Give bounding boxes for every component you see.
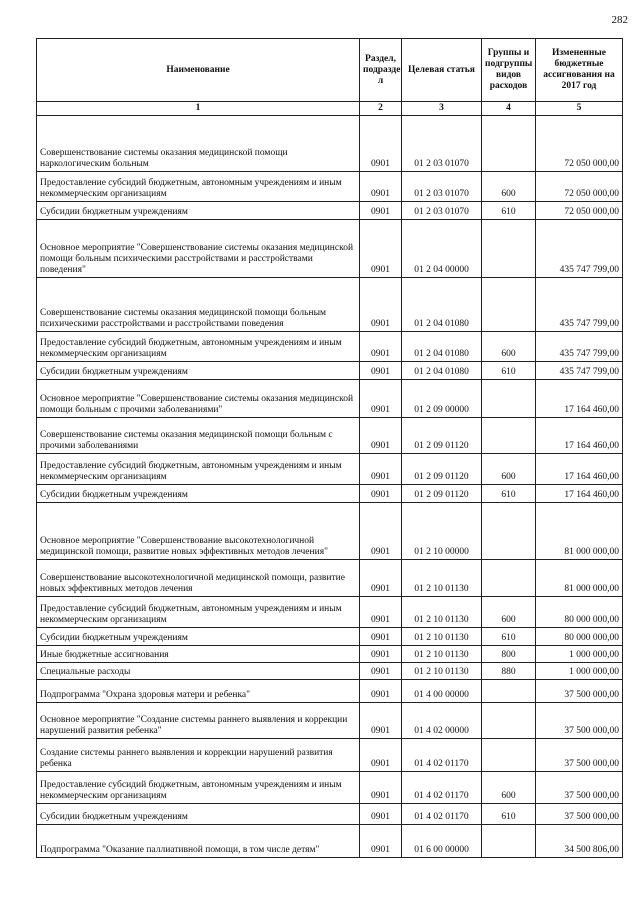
row-expense-group: 600 — [482, 597, 536, 628]
row-target-article: 01 4 02 00000 — [402, 703, 482, 739]
row-name: Совершенствование системы оказания медицинской помощи наркологическим больным — [37, 116, 360, 172]
row-amount: 72 050 000,00 — [536, 116, 623, 172]
row-section: 0901 — [360, 172, 402, 202]
row-expense-group — [482, 380, 536, 418]
table-row — [37, 362, 623, 380]
row-section: 0901 — [360, 202, 402, 220]
row-target-article: 01 2 10 01130 — [402, 597, 482, 628]
row-target-article: 01 2 04 01080 — [402, 332, 482, 362]
row-amount: 17 164 460,00 — [536, 454, 623, 485]
column-number: 3 — [402, 102, 482, 116]
table-row — [37, 597, 623, 628]
row-amount: 80 000 000,00 — [536, 628, 623, 646]
row-name: Совершенствование системы оказания медицинской помощи больным с прочими заболеваниями — [37, 418, 360, 454]
column-number-row — [37, 102, 623, 116]
header-amount: Измененные бюджетные ассигнования на 2017 год — [536, 39, 623, 102]
row-section: 0901 — [360, 646, 402, 663]
row-target-article: 01 2 04 01080 — [402, 362, 482, 380]
budget-table — [36, 38, 623, 858]
row-name: Предоставление субсидий бюджетным, автономным учреждениям и иным некоммерческим организациям — [37, 172, 360, 202]
row-amount: 435 747 799,00 — [536, 362, 623, 380]
table-row — [37, 663, 623, 680]
row-target-article: 01 4 02 01170 — [402, 804, 482, 825]
row-amount: 37 500 000,00 — [536, 772, 623, 804]
row-target-article: 01 2 10 01130 — [402, 646, 482, 663]
row-amount: 37 500 000,00 — [536, 739, 623, 772]
row-amount: 17 164 460,00 — [536, 418, 623, 454]
row-name: Иные бюджетные ассигнования — [37, 646, 360, 663]
row-target-article: 01 4 02 01170 — [402, 739, 482, 772]
row-expense-group — [482, 503, 536, 560]
table-row — [37, 772, 623, 804]
row-name: Субсидии бюджетным учреждениям — [37, 628, 360, 646]
row-amount: 17 164 460,00 — [536, 485, 623, 503]
row-name: Субсидии бюджетным учреждениям — [37, 362, 360, 380]
row-name: Субсидии бюджетным учреждениям — [37, 202, 360, 220]
table-row — [37, 739, 623, 772]
row-name: Подпрограмма "Оказание паллиативной помощи, в том числе детям" — [37, 825, 360, 858]
row-target-article: 01 2 03 01070 — [402, 202, 482, 220]
row-expense-group — [482, 680, 536, 703]
table-row — [37, 172, 623, 202]
row-expense-group — [482, 220, 536, 278]
row-name: Предоставление субсидий бюджетным, автономным учреждениям и иным некоммерческим организациям — [37, 332, 360, 362]
row-target-article: 01 2 10 01130 — [402, 663, 482, 680]
row-name: Субсидии бюджетным учреждениям — [37, 804, 360, 825]
row-name: Основное мероприятие "Совершенствование высокотехнологичной медицинской помощи, развитие новых эффективных методов лечения" — [37, 503, 360, 560]
row-expense-group — [482, 278, 536, 332]
row-target-article: 01 2 03 01070 — [402, 116, 482, 172]
row-amount: 81 000 000,00 — [536, 503, 623, 560]
row-expense-group: 600 — [482, 332, 536, 362]
row-name: Субсидии бюджетным учреждениям — [37, 485, 360, 503]
header-target: Целевая статья — [402, 39, 482, 102]
row-target-article: 01 2 04 01080 — [402, 278, 482, 332]
row-amount: 435 747 799,00 — [536, 278, 623, 332]
row-section: 0901 — [360, 663, 402, 680]
table-row — [37, 646, 623, 663]
row-name: Основное мероприятие "Создание системы раннего выявления и коррекции нарушений развития ребенка" — [37, 703, 360, 739]
header-group: Группы и подгруппы видов расходов — [482, 39, 536, 102]
row-target-article: 01 4 02 01170 — [402, 772, 482, 804]
row-section: 0901 — [360, 418, 402, 454]
table-row — [37, 503, 623, 560]
table-row — [37, 332, 623, 362]
table-row — [37, 560, 623, 597]
row-target-article: 01 2 10 01130 — [402, 628, 482, 646]
table-row — [37, 628, 623, 646]
row-expense-group: 610 — [482, 628, 536, 646]
column-number: 5 — [536, 102, 623, 116]
row-target-article: 01 2 03 01070 — [402, 172, 482, 202]
table-row — [37, 418, 623, 454]
row-amount: 72 050 000,00 — [536, 202, 623, 220]
row-section: 0901 — [360, 116, 402, 172]
row-section: 0901 — [360, 332, 402, 362]
row-amount: 1 000 000,00 — [536, 646, 623, 663]
table-row — [37, 485, 623, 503]
row-expense-group — [482, 703, 536, 739]
table-row — [37, 825, 623, 858]
row-section: 0901 — [360, 739, 402, 772]
row-name: Основное мероприятие "Совершенствование системы оказания медицинской помощи больным с прочими заболеваниями" — [37, 380, 360, 418]
row-name: Специальные расходы — [37, 663, 360, 680]
row-amount: 435 747 799,00 — [536, 332, 623, 362]
row-section: 0901 — [360, 680, 402, 703]
row-target-article: 01 2 09 01120 — [402, 485, 482, 503]
row-section: 0901 — [360, 485, 402, 503]
row-target-article: 01 2 09 00000 — [402, 380, 482, 418]
table-row — [37, 220, 623, 278]
row-expense-group: 600 — [482, 454, 536, 485]
row-section: 0901 — [360, 362, 402, 380]
row-amount: 1 000 000,00 — [536, 663, 623, 680]
row-target-article: 01 2 10 00000 — [402, 503, 482, 560]
row-amount: 37 500 000,00 — [536, 680, 623, 703]
row-target-article: 01 2 09 01120 — [402, 418, 482, 454]
table-row — [37, 380, 623, 418]
row-amount: 81 000 000,00 — [536, 560, 623, 597]
row-name: Совершенствование высокотехнологичной медицинской помощи, развитие новых эффективных методов лечения — [37, 560, 360, 597]
row-expense-group: 610 — [482, 202, 536, 220]
row-expense-group — [482, 560, 536, 597]
row-amount: 37 500 000,00 — [536, 703, 623, 739]
row-amount: 34 500 806,00 — [536, 825, 623, 858]
row-section: 0901 — [360, 825, 402, 858]
row-section: 0901 — [360, 597, 402, 628]
row-name: Создание системы раннего выявления и коррекции нарушений развития ребенка — [37, 739, 360, 772]
table-header-row — [37, 39, 623, 102]
header-section: Раздел, подразде л — [360, 39, 402, 102]
row-name: Подпрограмма "Охрана здоровья матери и ребенка" — [37, 680, 360, 703]
row-amount: 435 747 799,00 — [536, 220, 623, 278]
row-section: 0901 — [360, 804, 402, 825]
table-row — [37, 116, 623, 172]
row-amount: 80 000 000,00 — [536, 597, 623, 628]
row-section: 0901 — [360, 220, 402, 278]
row-target-article: 01 2 10 01130 — [402, 560, 482, 597]
table-row — [37, 804, 623, 825]
table-row — [37, 703, 623, 739]
row-expense-group: 600 — [482, 772, 536, 804]
row-expense-group: 800 — [482, 646, 536, 663]
row-expense-group: 610 — [482, 485, 536, 503]
table-row — [37, 680, 623, 703]
row-expense-group: 610 — [482, 804, 536, 825]
row-target-article: 01 2 04 00000 — [402, 220, 482, 278]
table-row — [37, 202, 623, 220]
row-expense-group — [482, 116, 536, 172]
table-row — [37, 454, 623, 485]
page-number: 282 — [611, 14, 628, 26]
row-amount: 72 050 000,00 — [536, 172, 623, 202]
column-number: 4 — [482, 102, 536, 116]
row-section: 0901 — [360, 628, 402, 646]
row-section: 0901 — [360, 380, 402, 418]
row-section: 0901 — [360, 278, 402, 332]
header-name: Наименование — [37, 39, 360, 102]
row-expense-group: 610 — [482, 362, 536, 380]
row-section: 0901 — [360, 772, 402, 804]
row-name: Основное мероприятие "Совершенствование системы оказания медицинской помощи больным психическими расстройствами и расстройствами поведения" — [37, 220, 360, 278]
row-expense-group — [482, 825, 536, 858]
table-row — [37, 278, 623, 332]
row-expense-group: 600 — [482, 172, 536, 202]
row-target-article: 01 6 00 00000 — [402, 825, 482, 858]
row-name: Предоставление субсидий бюджетным, автономным учреждениям и иным некоммерческим организациям — [37, 772, 360, 804]
row-name: Предоставление субсидий бюджетным, автономным учреждениям и иным некоммерческим организациям — [37, 454, 360, 485]
row-amount: 17 164 460,00 — [536, 380, 623, 418]
row-section: 0901 — [360, 454, 402, 485]
row-expense-group: 880 — [482, 663, 536, 680]
row-section: 0901 — [360, 560, 402, 597]
column-number: 1 — [37, 102, 360, 116]
row-amount: 37 500 000,00 — [536, 804, 623, 825]
row-target-article: 01 4 00 00000 — [402, 680, 482, 703]
row-name: Предоставление субсидий бюджетным, автономным учреждениям и иным некоммерческим организациям — [37, 597, 360, 628]
row-name: Совершенствование системы оказания медицинской помощи больным психическими расстройствами и расстройствами поведения — [37, 278, 360, 332]
row-expense-group — [482, 739, 536, 772]
column-number: 2 — [360, 102, 402, 116]
row-section: 0901 — [360, 503, 402, 560]
row-expense-group — [482, 418, 536, 454]
row-section: 0901 — [360, 703, 402, 739]
row-target-article: 01 2 09 01120 — [402, 454, 482, 485]
